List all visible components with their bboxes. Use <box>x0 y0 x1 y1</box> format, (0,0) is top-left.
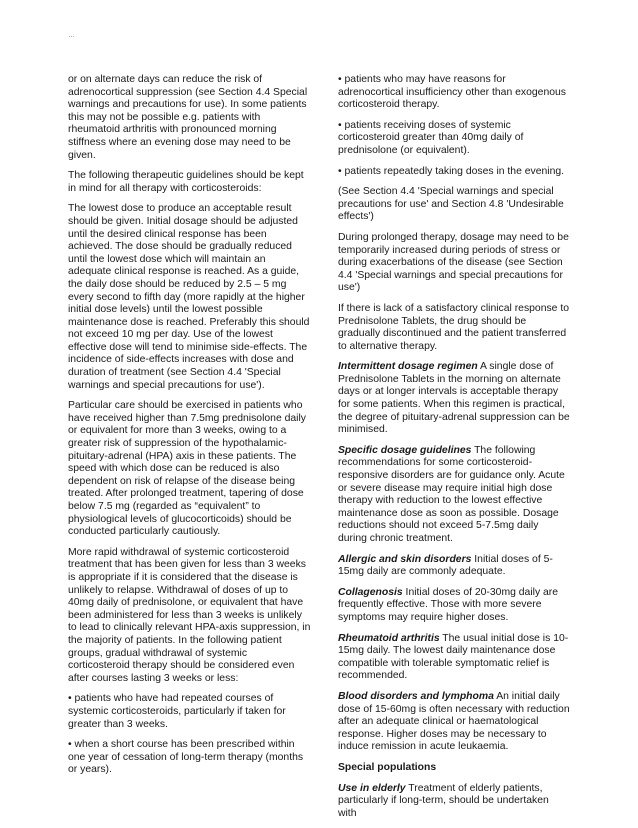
allergic-section <box>338 554 570 579</box>
paragraph: (See Section 4.4 'Special warnings and special precautions for use' and Section 4.8 'Undesirable effects') <box>338 186 564 223</box>
paragraph: During prolonged therapy, dosage may need to be temporarily increased during periods of stress or during exacerbations of the disease (see Section 4.4 'Special warnings and special precautions for use') <box>338 231 569 294</box>
paragraph: The following therapeutic guidelines should be kept in mind for all therapy with corticosteroids: <box>68 170 304 194</box>
section-heading: Blood disorders and lymphoma <box>338 690 494 702</box>
section-text: An initial daily dose of 15-60mg is often necessary with reduction after an adequate clinical or haematological response. Higher doses may be necessary to induce remission in acute leukaemia. <box>338 690 570 753</box>
intermittent-dosage-section <box>338 361 570 437</box>
paragraph: The lowest dose to produce an acceptable result should be given. Initial dosage should be adjusted until the desired clinical response has been achieved. The dose should be gradually reduced until the lowest dose which will maintain an adequate clinical response is reached. As a guide, the daily dose should be reduced by 2.5 – 5 mg every second to fifth day (more rapidly at the higher initial dose levels) until the lowest possible maintenance dose is reached. Preferably this should not exceed 10 mg per day. Use of the lowest effective dose will tend to minimise side-effects. The incidence of side-effects increases with dose and duration of treatment (see Section 4.4 'Special warnings and special precautions for use'). <box>68 203 310 391</box>
rheumatoid-section <box>338 633 570 683</box>
collagenosis-section <box>338 587 570 625</box>
paragraph: More rapid withdrawal of systemic corticosteroid treatment that has been given for less than 3 weeks is appropriate if it is considered that the disease is unlikely to relapse. Withdrawal of doses of up to 40mg daily of prednisolone, or equivalent that have been administered for less than 3 weeks is unlikely to lead to clinically relevant HPA-axis suppression, in the majority of patients. In the following patient groups, gradual withdrawal of systemic corticosteroid therapy should be considered even after courses lasting 3 weeks or less: <box>68 546 311 684</box>
section-heading: Collagenosis <box>338 586 403 598</box>
blood-disorders-section <box>338 691 570 754</box>
elderly-section <box>338 783 570 821</box>
bullet-item: • when a short course has been prescribed within one year of cessation of long-term therapy (months or years). <box>68 739 304 776</box>
bullet-item: • patients receiving doses of systemic corticosteroid greater than 40mg daily of prednisolone (or equivalent). <box>338 119 524 156</box>
bullet-item: • patients who may have reasons for adrenocortical insufficiency other than exogenous corticosteroid therapy. <box>338 74 566 111</box>
specific-dosage-section <box>338 445 570 546</box>
special-populations-heading: Special populations <box>338 761 437 773</box>
bullet-item: • patients repeatedly taking doses in the evening. <box>338 165 565 177</box>
bullet-item: • patients who have had repeated courses of systemic corticosteroids, particularly if taken for greater than 3 weeks. <box>68 693 286 730</box>
section-text: The usual initial dose is 10-15mg daily. The lowest daily maintenance dose compatible with tolerable symptomatic relief is recommended. <box>338 632 569 682</box>
paragraph: Particular care should be exercised in patients who have received higher than 7.5mg prednisolone daily or equivalent for more than 3 weeks, owing to a greater risk of suppression of the hypothalamic-pituitary-adrenal (HPA) axis in these patients. The speed with which dose can be reduced is also dependent on risk of relapse of the disease being treated. After prolonged treatment, tapering of dose below 7.5 mg (regarded as “equivalent” to physiological levels of glucocorticoids) should be conducted particularly cautiously. <box>68 400 306 538</box>
section-heading: Specific dosage guidelines <box>338 444 472 456</box>
header-mark: … <box>68 32 76 39</box>
section-text: A single dose of Prednisolone Tablets in the morning on alternate days or at longer intervals is acceptable therapy for some patients. When this regimen is practical, the degree of pituitary-adrenal suppression can be minimised. <box>338 361 570 436</box>
right-column <box>338 74 570 828</box>
section-heading: Allergic and skin disorders <box>338 553 472 565</box>
paragraph: or on alternate days can reduce the risk of adrenocortical suppression (see Section 4.4 Special warnings and precautions for use). In some patients this may not be possible e.g. patients with rheumatoid arthritis with pronounced morning stiffness where an evening dose may need to be given. <box>68 74 308 161</box>
section-heading: Rheumatoid arthritis <box>338 632 440 644</box>
section-heading: Intermittent dosage regimen <box>338 361 478 373</box>
section-text: Initial doses of 5-15mg daily are commonly adequate. <box>338 553 553 578</box>
left-column <box>68 74 311 785</box>
section-heading: Use in elderly <box>338 782 406 794</box>
section-text: Treatment of elderly patients, particularly if long-term, should be undertaken with <box>338 782 549 819</box>
paragraph: If there is lack of a satisfactory clinical response to Prednisolone Tablets, the drug should be gradually discontinued and the patient transferred to alternative therapy. <box>338 302 570 352</box>
section-text: The following recommendations for some corticosteroid-responsive disorders are for guidance only. Acute or severe disease may require initial high dose therapy with reduction to the lowest effective maintenance dose as soon as possible. Dosage reductions should not exceed 5-7.5mg daily during chronic treatment. <box>338 444 565 544</box>
section-text: Initial doses of 20-30mg daily are frequently effective. Those with more severe symptoms may require higher doses. <box>338 586 559 623</box>
